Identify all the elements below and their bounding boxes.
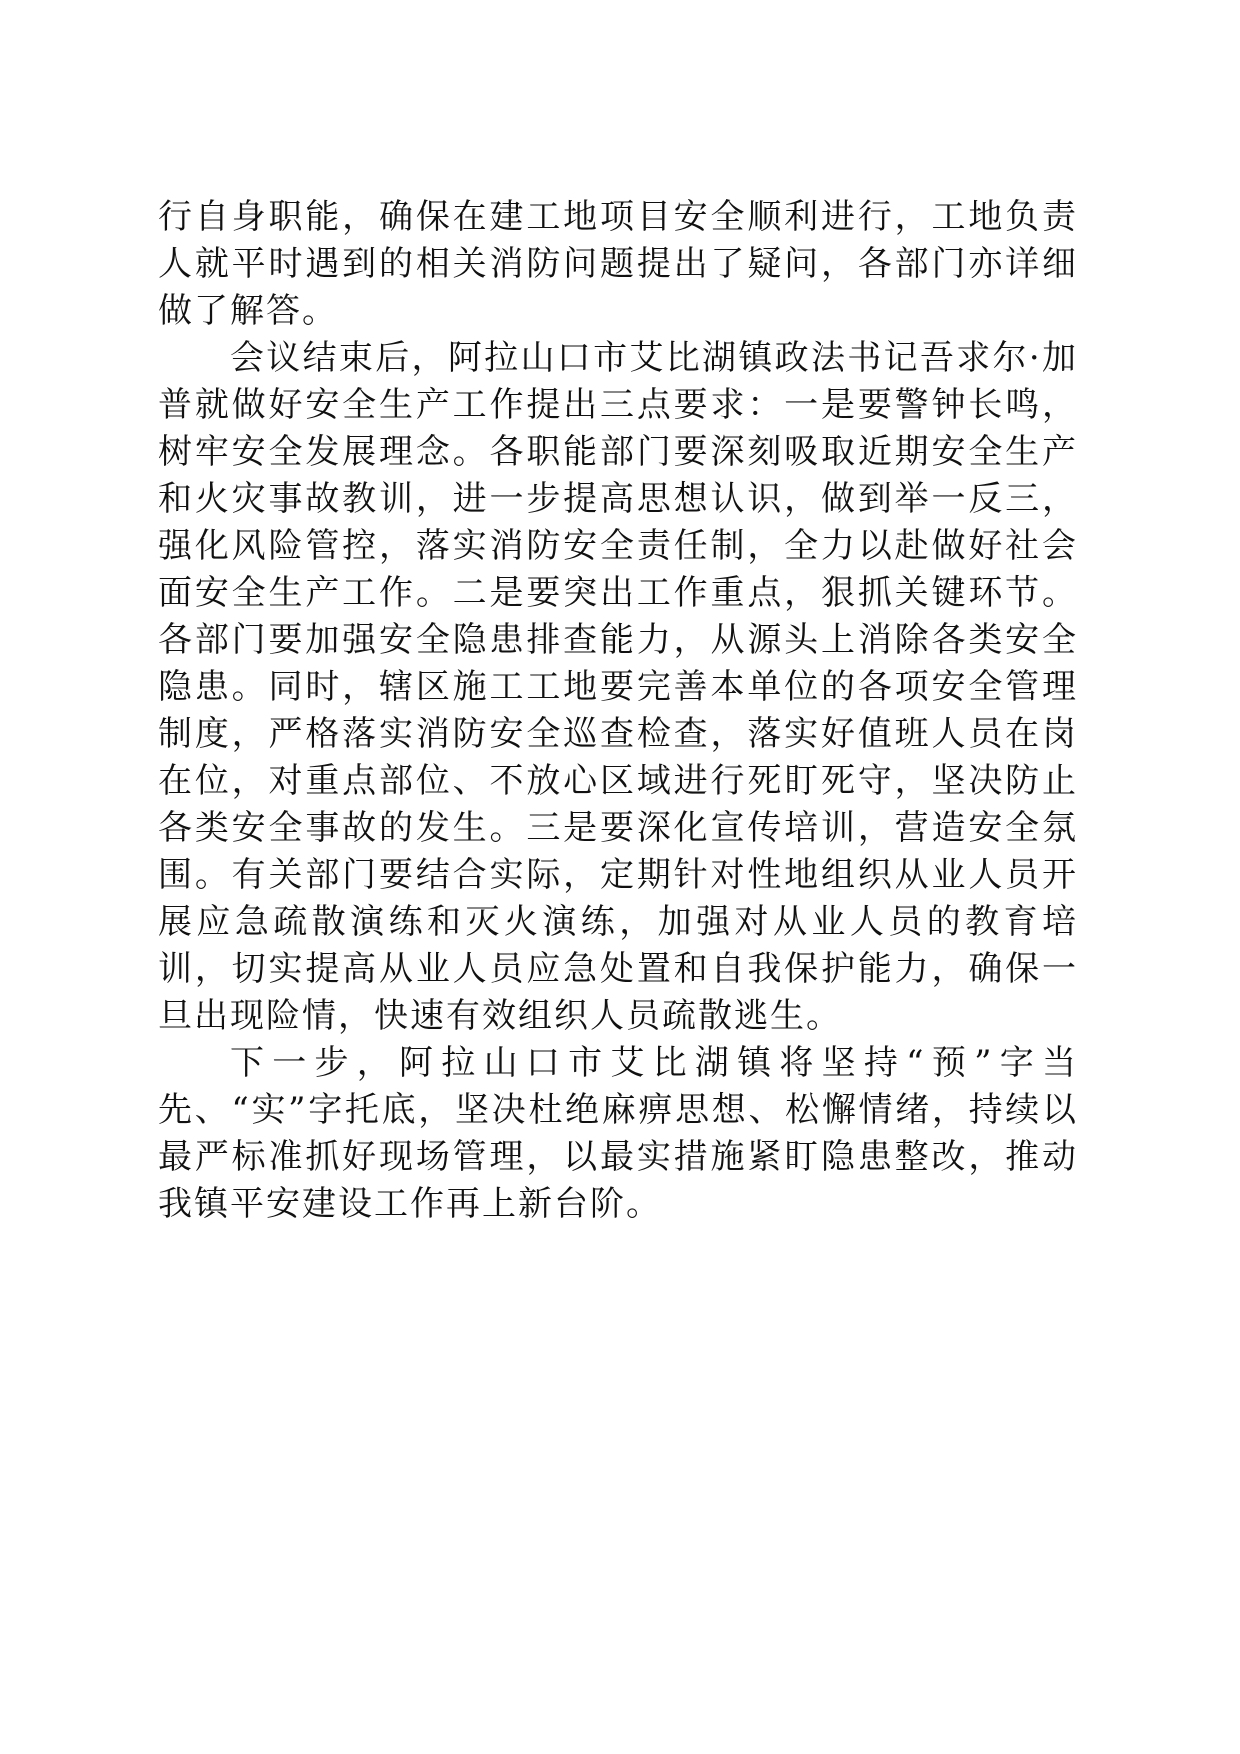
document-body xyxy=(158,194,1078,1228)
paragraph-next-steps: 下一步，阿拉山口市艾比湖镇将坚持“预”字当先、“实”字托底，坚决杜绝麻痹思想、松懈情绪，持续以最严标准抓好现场管理，以最实措施紧盯隐患整改，推动我镇平安建设工作再上新台阶。 xyxy=(158,1043,1078,1224)
paragraph-continuation: 行自身职能，确保在建工地项目安全顺利进行，工地负责人就平时遇到的相关消防问题提出了疑问，各部门亦详细做了解答。 xyxy=(158,197,1078,331)
paragraph-meeting-requirements: 会议结束后，阿拉山口市艾比湖镇政法书记吾求尔·加普就做好安全生产工作提出三点要求：一是要警钟长鸣，树牢安全发展理念。各职能部门要深刻吸取近期安全生产和火灾事故教训，进一步提高思想认识，做到举一反三，强化风险管控，落实消防安全责任制，全力以赴做好社会面安全生产工作。二是要突出工作重点，狠抓关键环节。各部门要加强安全隐患排查能力，从源头上消除各类安全隐患。同时，辖区施工工地要完善本单位的各项安全管理制度，严格落实消防安全巡查检查，落实好值班人员在岗在位，对重点部位、不放心区域进行死盯死守，坚决防止各类安全事故的发生。三是要深化宣传培训，营造安全氛围。有关部门要结合实际，定期针对性地组织从业人员开展应急疏散演练和灭火演练，加强对从业人员的教育培训，切实提高从业人员应急处置和自我保护能力，确保一旦出现险情，快速有效组织人员疏散逃生。 xyxy=(158,338,1078,1036)
